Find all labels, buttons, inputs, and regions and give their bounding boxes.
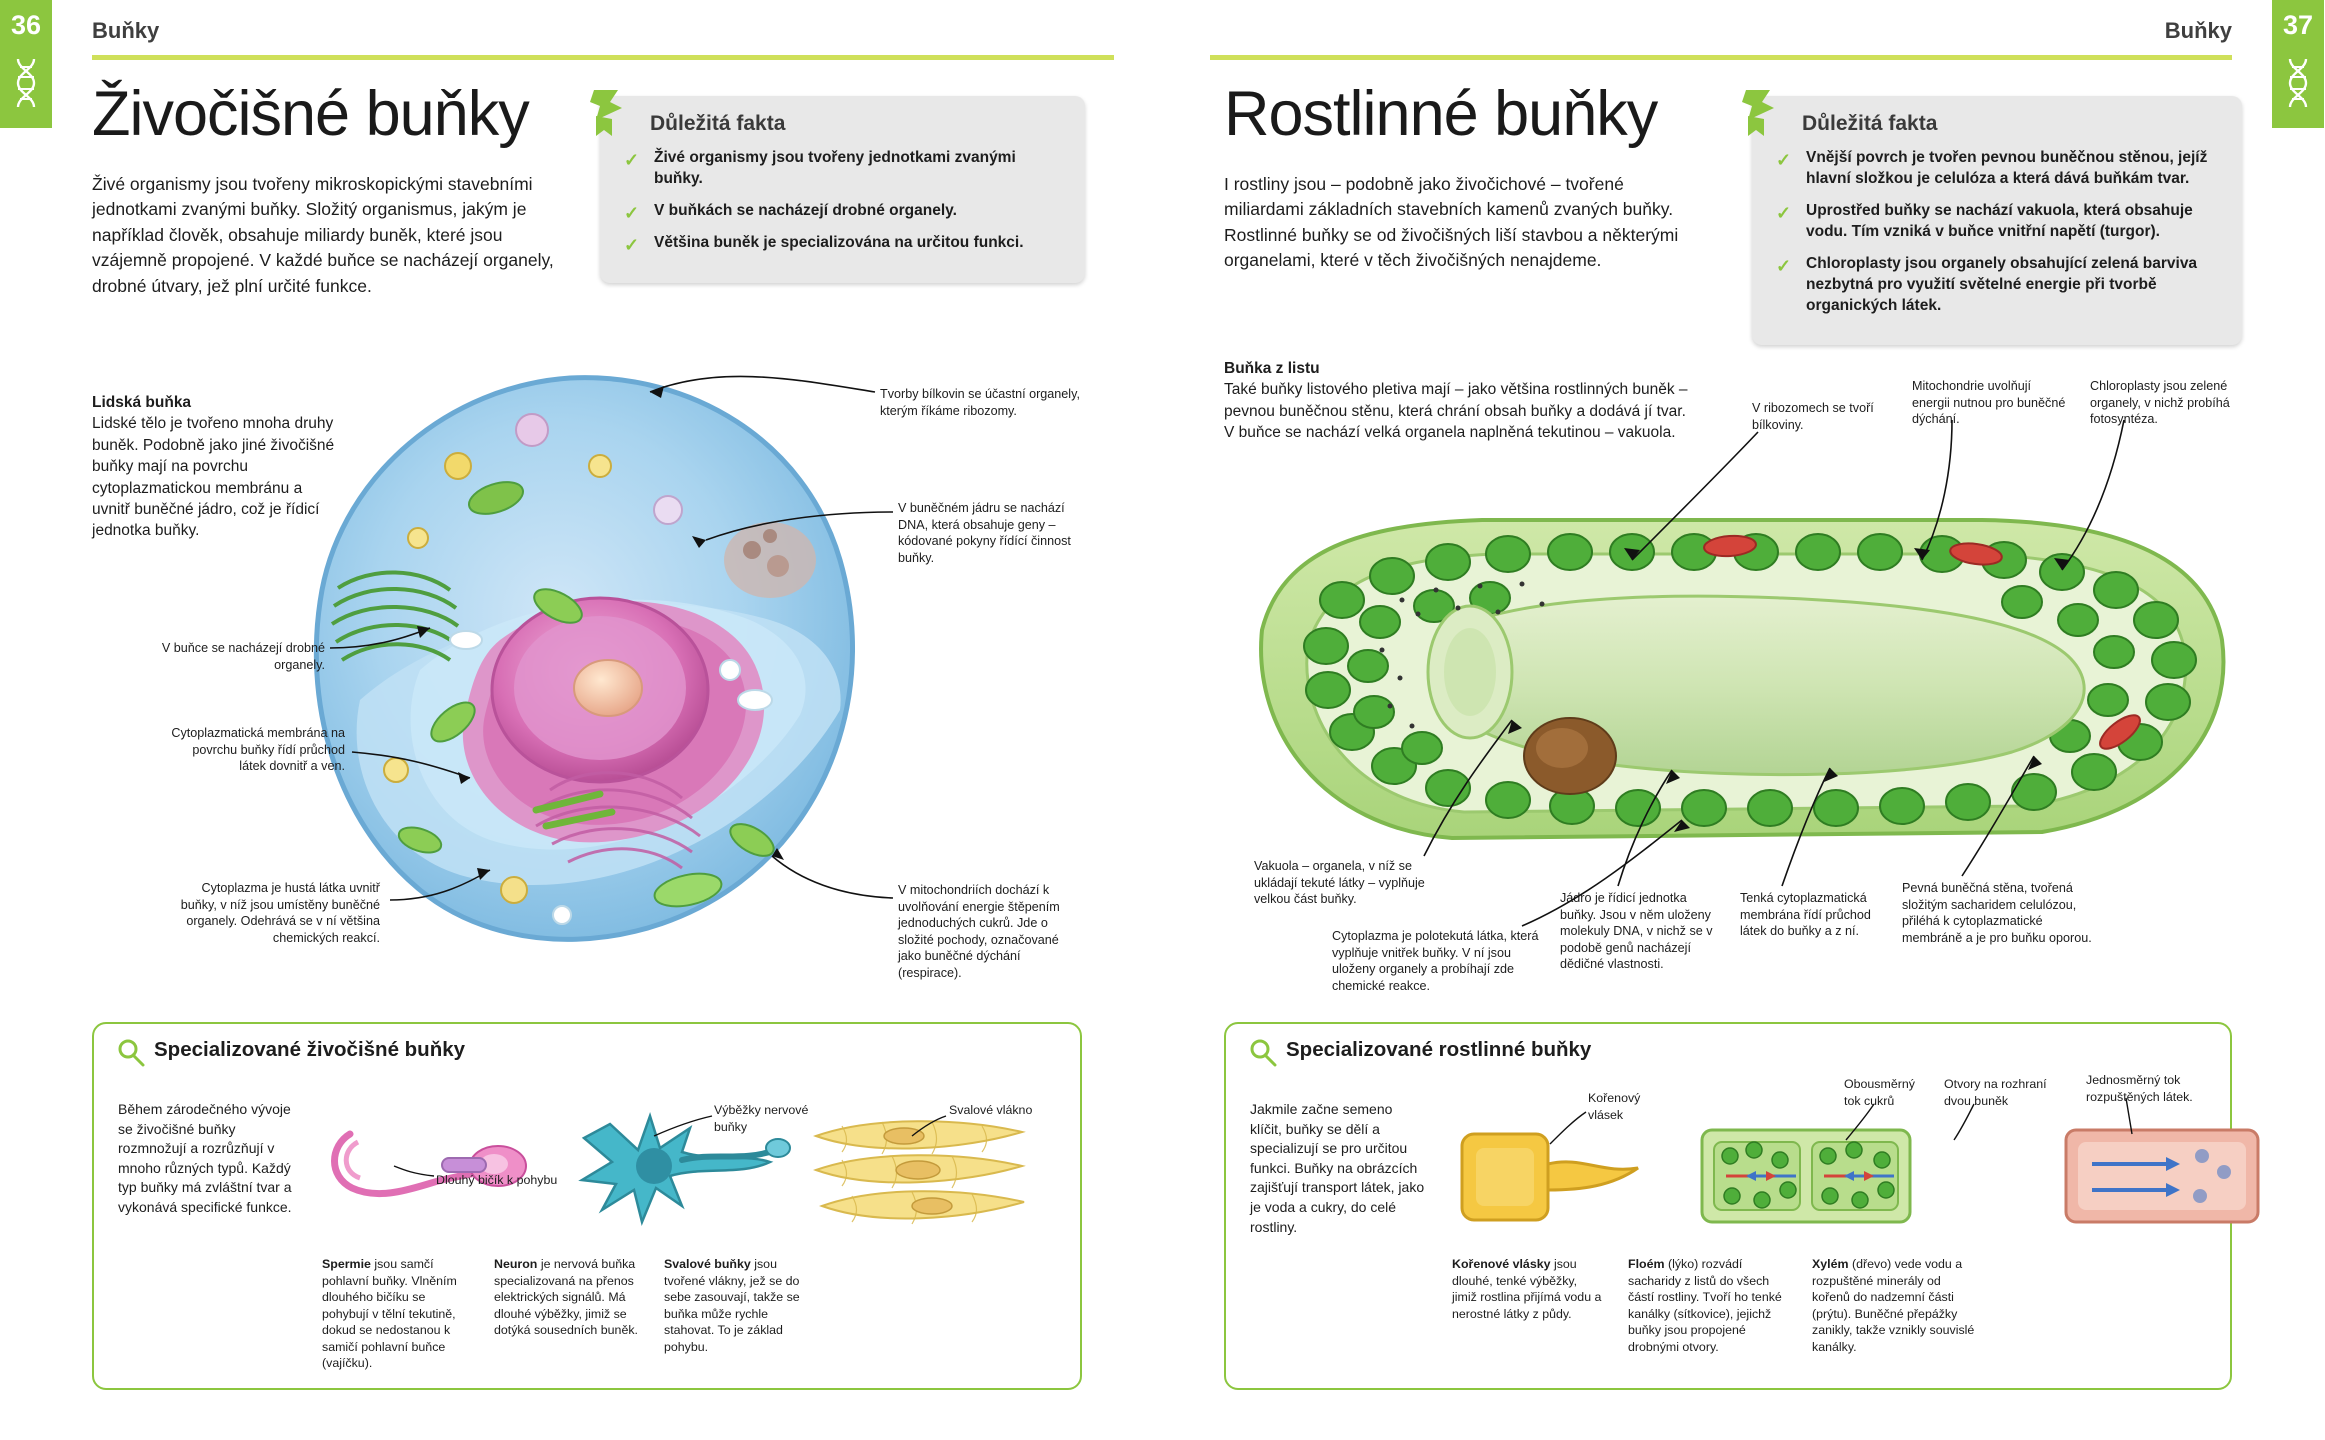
facts-list-left xyxy=(620,148,1065,254)
page-number-left: 36 xyxy=(10,10,42,40)
page-title-right: Rostlinné buňky xyxy=(1224,79,1658,149)
caption-term: Xylém xyxy=(1812,1257,1849,1271)
facts-item xyxy=(1772,254,2222,317)
caption-neuron xyxy=(494,1256,644,1339)
section-text-left: Lidské tělo je tvořeno mnoha druhy buněk. Podobně jako jiné živočišné buňky mají na povrchu cytoplazmatickou membránu a uvnitř buněčné jádro, což je řídicí jednotka buňky. xyxy=(92,415,335,540)
facts-item xyxy=(620,148,1065,190)
caption-text: jsou samčí pohlavní buňky. Vlněním dlouhého bičíku se pohybují v tělní tekutině, dokud se nedostanou k samičí pohlavní buňce (vajíčku). xyxy=(322,1257,457,1370)
callout-chloroplasts: Chloroplasty jsou zelené organely, v nichž probíhá fotosyntéza. xyxy=(2090,379,2230,427)
caption-text: (dřevo) vede vodu a rozpuštěné minerály od kořenů do nadzemní části (prýtu). Buněčné přepážky zanikly, takže vznikly souvislé kanálky. xyxy=(1812,1257,1975,1354)
facts-item xyxy=(620,233,1065,254)
caption-root-hairs xyxy=(1452,1256,1602,1322)
header-rule-left xyxy=(92,55,1114,60)
panel-heading-right: Specializované rostlinné buňky xyxy=(1286,1038,1592,1061)
important-facts-box-right xyxy=(1752,96,2242,345)
callout-ribosomes-plant: V ribozomech se tvoří bílkoviny. xyxy=(1752,401,1874,432)
specialized-animal-cells-panel xyxy=(92,1022,1082,1390)
caption-text: (lýko) rozvádí sacharidy z listů do všech částí rostliny. Tvoří ho tenké kanálky (sítkovice), jejichž buňky jsou propojené drobnými otvory. xyxy=(1628,1257,1782,1354)
caption-term: Svalové buňky xyxy=(664,1257,751,1271)
label-flagellum: Dlouhý bičík k pohybu xyxy=(436,1173,558,1187)
plant-cell-illustration xyxy=(1222,480,2242,900)
section-right xyxy=(1224,358,1694,444)
muscle-diagram xyxy=(812,1110,1032,1240)
page-number-right: 37 xyxy=(2282,10,2314,40)
label-root-hair: Kořenový vlásek xyxy=(1588,1091,1641,1122)
header-rule-right xyxy=(1210,55,2232,60)
callout-organelles: V buňce se nacházejí drobné organely. xyxy=(161,641,325,672)
callout-membrane-plant: Tenká cytoplazmatická membrána řídí průchod látek do buňky a z ní. xyxy=(1740,891,1871,939)
facts-item xyxy=(1772,148,2222,190)
phloem-diagram xyxy=(1696,1116,1916,1236)
dna-icon xyxy=(13,57,39,113)
callout-vacuole: Vakuola – organela, v níž se ukládají tekuté látky – vyplňuje velkou část buňky. xyxy=(1254,859,1425,907)
facts-item xyxy=(1772,201,2222,243)
page-tab-right xyxy=(2272,0,2324,128)
facts-list-right xyxy=(1772,148,2222,316)
facts-heading-right: Důležitá fakta xyxy=(1802,112,1938,135)
page-left xyxy=(0,0,1162,1440)
check-icon: ✓ xyxy=(624,150,640,170)
animal-cell-illustration xyxy=(300,370,880,990)
page-right xyxy=(1162,0,2324,1440)
check-icon: ✓ xyxy=(1776,202,1792,223)
page-tab-left xyxy=(0,0,52,128)
facts-heading-left: Důležitá fakta xyxy=(650,112,786,135)
callout-nucleus-plant: Jádro je řídicí jednotka buňky. Jsou v něm uloženy molekuly DNA, v nichž se v podobě genů nacházejí dědičné vlastnosti. xyxy=(1560,891,1713,972)
check-icon: ✓ xyxy=(624,234,640,255)
callout-cytoplasm: Cytoplazma je hustá látka uvnitř buňky, v níž jsou umístěny buněčné organely. Odehrává se v ní většina chemických reakcí. xyxy=(180,881,380,945)
label-neuron-processes: Výběžky nervové buňky xyxy=(714,1103,809,1134)
dna-icon xyxy=(2285,57,2311,113)
check-icon: ✓ xyxy=(1776,255,1792,276)
callout-cytoplasm-plant: Cytoplazma je polotekutá látka, která vyplňuje vnitřek buňky. V ní jsou uloženy organely a probíhají zde chemické reakce. xyxy=(1332,929,1539,993)
callout-mitochondria: V mitochondriích dochází k uvolňování energie štěpením jednoduchých cukrů. Jde o složité pochody, označované jako buněčné dýchání (respirace). xyxy=(898,883,1060,981)
check-icon: ✓ xyxy=(624,202,640,223)
caption-term: Spermie xyxy=(322,1257,371,1271)
label-pores: Otvory na rozhraní dvou buněk xyxy=(1944,1077,2047,1108)
label-unidirectional-flow: Jednosměrný tok rozpuštěných látek. xyxy=(2086,1073,2193,1104)
page-title-left: Živočišné buňky xyxy=(92,79,529,149)
panel-heading-left: Specializované živočišné buňky xyxy=(154,1038,466,1061)
section-heading-right: Buňka z listu xyxy=(1224,360,1320,377)
caption-sperm xyxy=(322,1256,472,1372)
xylem-diagram xyxy=(2062,1116,2262,1236)
caption-text: jsou dlouhé, tenké výběžky, jimiž rostlina přijímá vodu a nerostné látky z půdy. xyxy=(1452,1257,1602,1321)
caption-text: je nervová buňka specializovaná na přenos elektrických signálů. Má dlouhé výběžky, jimiž se dotýká sousedních buněk. xyxy=(494,1257,638,1337)
magnifier-icon xyxy=(1248,1038,1278,1068)
caption-term: Kořenové vlásky xyxy=(1452,1257,1551,1271)
callout-mitochondria-plant: Mitochondrie uvolňují energii nutnou pro buněčné dýchání. xyxy=(1912,379,2066,427)
facts-item-text: Živé organismy jsou tvořeny jednotkami zvanými buňky. xyxy=(654,149,1016,187)
panel-lead-left: Během zárodečného vývoje se živočišné buňky rozmnožují a rozrůzňují v mnoho různých typů. Každý typ buňky má zvláštní tvar a vykonává specifické funkce. xyxy=(118,1101,292,1215)
facts-item-text: V buňkách se nacházejí drobné organely. xyxy=(654,201,957,219)
label-muscle-fibre: Svalové vlákno xyxy=(949,1103,1033,1117)
facts-item-text: Uprostřed buňky se nachází vakuola, která obsahuje vodu. Tím vzniká v buňce vnitřní napětí (turgor). xyxy=(1806,201,2193,240)
page-header-left: Buňky xyxy=(92,18,160,43)
panel-lead-right: Jakmile začne semeno klíčit, buňky se dělí a specializují se pro určitou funkci. Buňky na obrázcích zajišťují transport látek, jako je voda a cukry, do celé rostliny. xyxy=(1250,1101,1425,1235)
root-hair-diagram xyxy=(1452,1116,1652,1236)
caption-phloem xyxy=(1628,1256,1788,1355)
facts-item-text: Většina buněk je specializována na určitou funkci. xyxy=(654,233,1024,251)
ribbon-icon xyxy=(588,86,632,138)
label-bidirectional-sugar-flow: Obousměrný tok cukrů xyxy=(1844,1077,1915,1108)
ribbon-icon xyxy=(1740,86,1784,138)
specialized-plant-cells-panel xyxy=(1224,1022,2232,1390)
check-icon: ✓ xyxy=(1776,150,1792,170)
callout-nucleus-dna: V buněčném jádru se nachází DNA, která obsahuje geny – kódované pokyny řídící činnost buňky. xyxy=(898,501,1071,565)
sperm-diagram xyxy=(322,1106,532,1236)
facts-item xyxy=(620,201,1065,222)
facts-item-text: Vnější povrch je tvořen pevnou buněčnou stěnou, jejíž hlavní složkou je celulóza a která dává buňkám tvar. xyxy=(1806,149,2208,187)
intro-text-right: I rostliny jsou – podobně jako živočichové – tvořené miliardami základních stavebních kamenů zvaných buňky. Rostlinné buňky se od živočišných liší stavbou a některými organelami, které v těch živočišných nenajdeme. xyxy=(1224,174,1679,271)
callout-cell-wall: Pevná buněčná stěna, tvořená složitým sacharidem celulózou, přiléhá k cytoplazmatické membráně a je pro buňku oporou. xyxy=(1902,881,2092,945)
caption-term: Floém xyxy=(1628,1257,1665,1271)
section-heading-left: Lidská buňka xyxy=(92,394,192,411)
facts-item-text: Chloroplasty jsou organely obsahující zelená barviva nezbytná pro využití světelné energie při tvorbě organických látek. xyxy=(1806,254,2198,314)
caption-muscle xyxy=(664,1256,814,1355)
caption-text: jsou tvořené vlákny, jež se do sebe zasouvají, takže se buňka může rychle stahovat. To je základ pohybu. xyxy=(664,1257,800,1354)
caption-term: Neuron xyxy=(494,1257,538,1271)
caption-xylem xyxy=(1812,1256,1977,1355)
intro-text-left: Živé organismy jsou tvořeny mikroskopickými stavebními jednotkami zvanými buňky. Složitý organismus, jakým je například člověk, obsahuje miliardy buněk, které jsou vzájemně propojené. V každé buňce se nacházejí organely, drobné útvary, jež plní určité funkce. xyxy=(92,174,554,296)
important-facts-box-left xyxy=(600,96,1085,283)
section-text-right: Také buňky listového pletiva mají – jako většina rostlinných buněk – pevnou buněčnou stěnu, která chrání obsah buňky a dodává jí tvar. V buňce se nachází velká organela naplněná tekutinou – vakuola. xyxy=(1224,381,1688,442)
callout-ribosomes: Tvorby bílkovin se účastní organely, kterým říkáme ribozomy. xyxy=(880,387,1080,418)
page-header-right: Buňky xyxy=(2164,18,2232,43)
callout-membrane: Cytoplazmatická membrána na povrchu buňky řídí průchod látek dovnitř a ven. xyxy=(171,726,345,774)
magnifier-icon xyxy=(116,1038,146,1068)
